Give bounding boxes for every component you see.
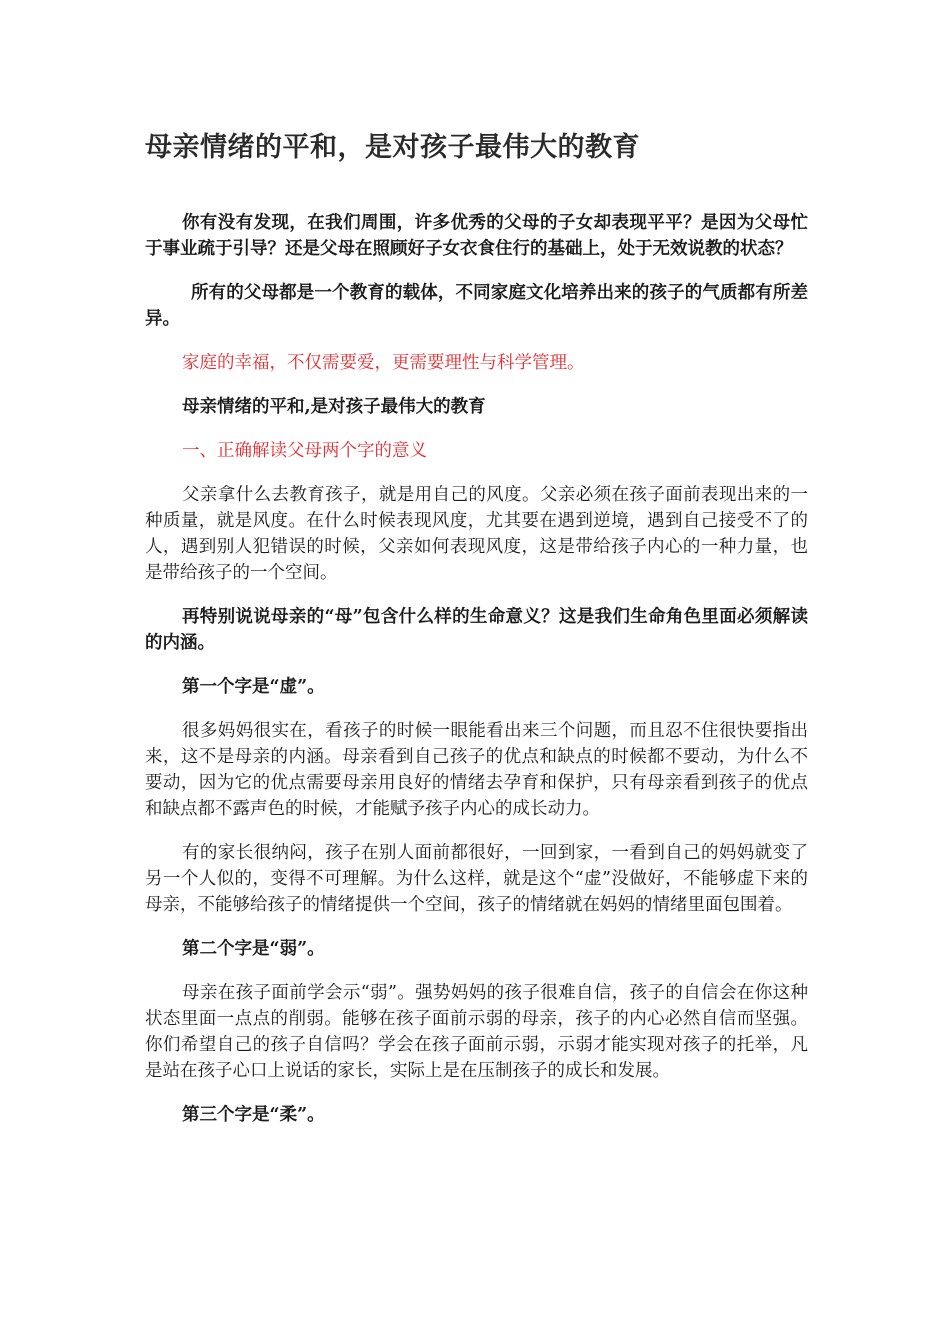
first-character-heading: 第一个字是“虚”。 bbox=[182, 677, 325, 697]
second-character-heading: 第二个字是“弱”。 bbox=[182, 939, 325, 959]
intro-paragraph: 你有没有发现，在我们周围，许多优秀的父母的子女却表现平平？是因为父母忙于事业疏于引导？还是父母在照顾好子女衣食住行的基础上，处于无效说教的状态？ bbox=[145, 213, 808, 259]
mother-meaning-paragraph: 再特别说说母亲的“母”包含什么样的生命意义？这是我们生命角色里面必须解读的内涵。 bbox=[145, 607, 808, 653]
xu-paragraph-1: 很多妈妈很实在，看孩子的时候一眼能看出来三个问题，而且忍不住很快要指出来，这不是母亲的内涵。母亲看到自己孩子的优点和缺点的时候都不要动，为什么不要动，因为它的优点需要母亲用良好的情绪去孕育和保护，只有母亲看到孩子的优点和缺点都不露声色的时候，才能赋予孩子内心的成长动力。 bbox=[145, 721, 808, 819]
carrier-paragraph: 所有的父母都是一个教育的载体，不同家庭文化培养出来的孩子的气质都有所差异。 bbox=[145, 283, 808, 329]
section-heading-1: 一、正确解读父母两个字的意义 bbox=[182, 441, 427, 461]
document-title: 母亲情绪的平和，是对孩子最伟大的教育 bbox=[145, 132, 640, 163]
xu-paragraph-2: 有的家长很纳闷，孩子在别人面前都很好，一回到家，一看到自己的妈妈就变了另一个人似的，变得不可理解。为什么这样，就是这个“虚”没做好，不能够虚下来的母亲，不能够给孩子的情绪提供一个空间，孩子的情绪就在妈妈的情绪里面包围着。 bbox=[145, 843, 808, 915]
happiness-highlight: 家庭的幸福，不仅需要爱，更需要理性与科学管理。 bbox=[182, 353, 585, 373]
section-subtitle: 母亲情绪的平和,是对孩子最伟大的教育 bbox=[182, 397, 486, 417]
ruo-paragraph: 母亲在孩子面前学会示“弱”。强势妈妈的孩子很难自信，孩子的自信会在你这种状态里面一点点的削弱。能够在孩子面前示弱的母亲，孩子的内心必然自信而坚强。你们希望自己的孩子自信吗？学会在孩子面前示弱，示弱才能实现对孩子的托举，凡是站在孩子心口上说话的家长，实际上是在压制孩子的成长和发展。 bbox=[145, 983, 808, 1081]
third-character-heading: 第三个字是“柔”。 bbox=[182, 1105, 325, 1125]
document-page bbox=[145, 128, 808, 1146]
father-paragraph: 父亲拿什么去教育孩子，就是用自己的风度。父亲必须在孩子面前表现出来的一种质量，就是风度。在什么时候表现风度，尤其要在遇到逆境，遇到自己接受不了的人，遇到别人犯错误的时候，父亲如何表现风度，这是带给孩子内心的一种力量，也是带给孩子的一个空间。 bbox=[145, 485, 808, 583]
